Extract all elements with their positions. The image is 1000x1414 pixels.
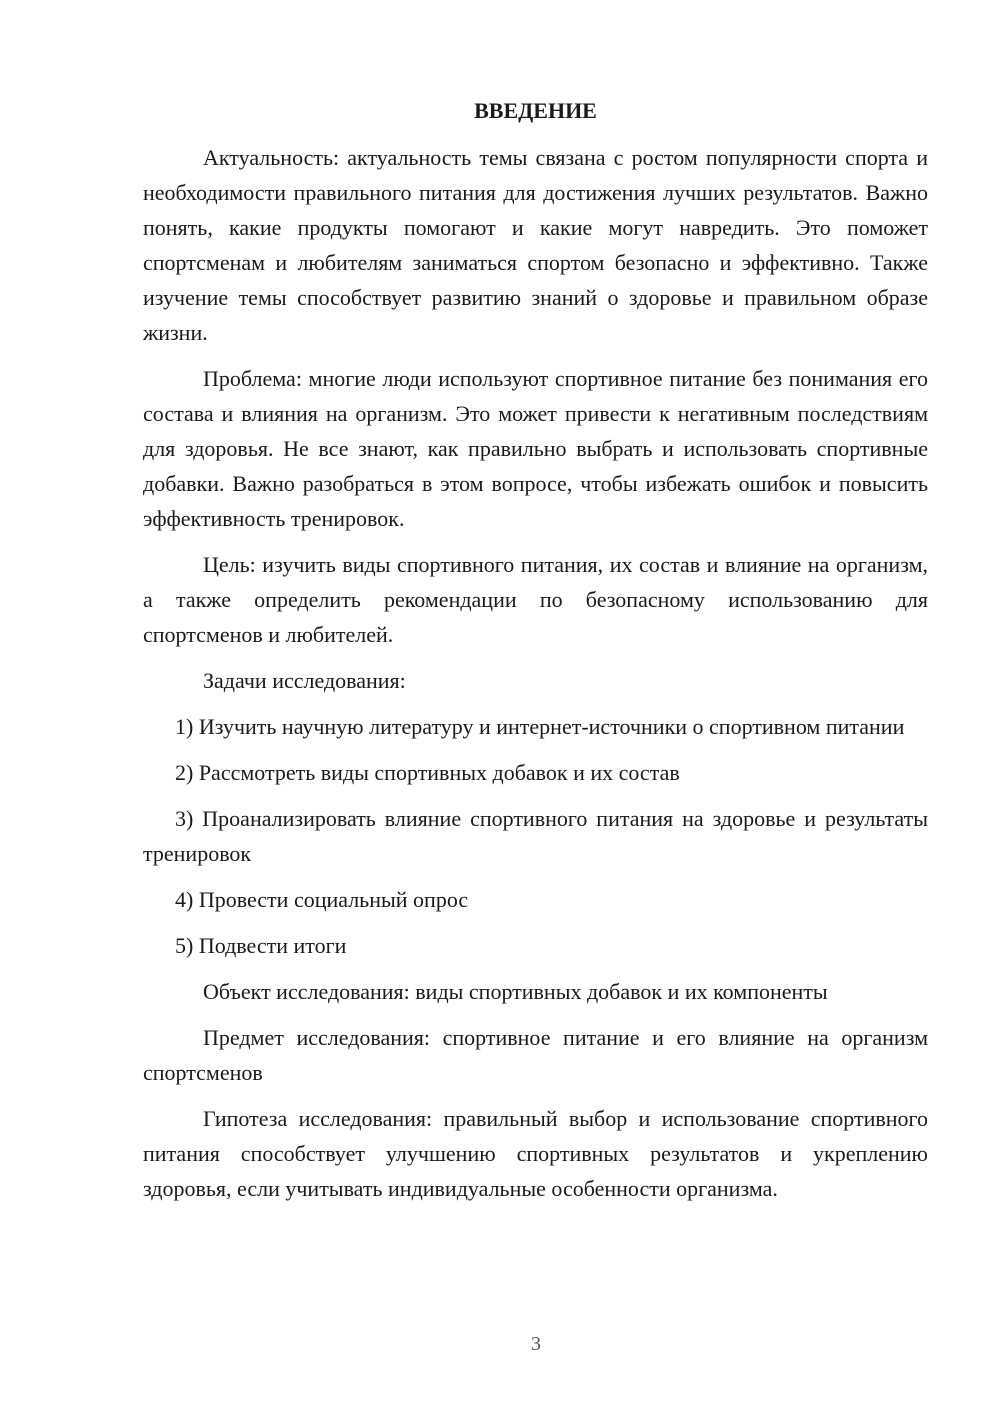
object-paragraph: Объект исследования: виды спортивных добавок и их компоненты [203, 979, 828, 1004]
task-item-3: 3) Проанализировать влияние спортивного питания на здоровье и результаты тренировок [143, 806, 928, 866]
document-page [143, 96, 928, 1217]
problem-paragraph: Проблема: многие люди используют спортивное питание без понимания его состава и влияния на организм. Это может привести к негативным последствиям для здоровья. Не все знают, как правильно выбрать и использовать спортивные добавки. Важно разобраться в этом вопросе, чтобы избежать ошибок и повысить эффективность тренировок. [143, 366, 928, 531]
section-heading: ВВЕДЕНИЕ [474, 98, 597, 123]
tasks-heading: Задачи исследования: [203, 668, 406, 693]
task-item-1: 1) Изучить научную литературу и интернет-источники о спортивном питании [175, 714, 905, 739]
task-item-4: 4) Провести социальный опрос [175, 887, 469, 912]
subject-paragraph: Предмет исследования: спортивное питание и его влияние на организм спортсменов [143, 1025, 928, 1085]
relevance-paragraph: Актуальность: актуальность темы связана с ростом популярности спорта и необходимости правильного питания для достижения лучших результатов. Важно понять, какие продукты помогают и какие могут навредить. Это поможет спортсменам и любителям заниматься спортом безопасно и эффективно. Также изучение темы способствует развитию знаний о здоровье и правильном образе жизни. [143, 145, 928, 345]
task-item-2: 2) Рассмотреть виды спортивных добавок и их состав [175, 760, 680, 785]
hypothesis-paragraph: Гипотеза исследования: правильный выбор и использование спортивного питания способствует улучшению спортивных результатов и укреплению здоровья, если учитывать индивидуальные особенности организма. [143, 1106, 928, 1201]
goal-paragraph: Цель: изучить виды спортивного питания, их состав и влияние на организм, а также определить рекомендации по безопасному использованию для спортсменов и любителей. [143, 552, 928, 647]
task-item-5: 5) Подвести итоги [175, 933, 347, 958]
page-number: 3 [531, 1333, 541, 1355]
